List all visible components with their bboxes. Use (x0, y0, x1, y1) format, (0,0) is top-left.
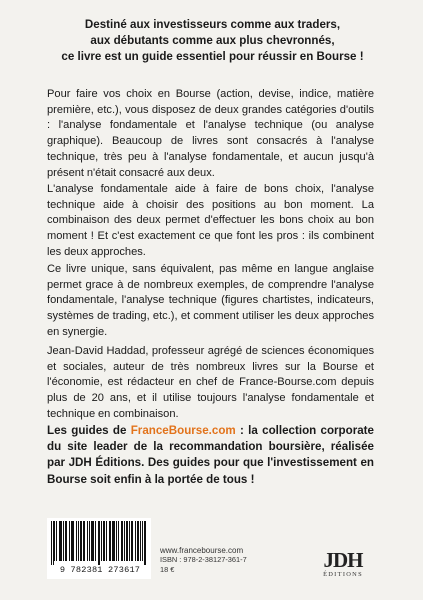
price: 18 € (160, 564, 175, 574)
publisher-info (160, 546, 247, 574)
barcode-digits: 9 782381 273617 (59, 565, 141, 575)
jdh-editions-logo (312, 549, 374, 593)
collection-blurb (47, 423, 374, 488)
paragraph-author-bio: Jean-David Haddad, professeur agrégé de sciences économiques et sociales, auteur de très nombreux livres sur la Bourse et l'économie, est rédacteur en chef de France-Bourse.com depuis plus de 20 ans, et il utilise toujours l'analyse fondamentale et technique en combinaison. (47, 345, 374, 420)
paragraph-unique-book: Ce livre unique, sans équivalent, pas même en langue anglaise permet grace à de nombreux exemples, de comprendre l'analyse fondamentale, l'analyse technique (figures chartistes, indicateurs, systèmes de trading, etc.), et comment utiliser les deux approches en synergie. (47, 263, 374, 338)
intro-line-3: ce livre est un guide essentiel pour réussir en Bourse ! (61, 50, 364, 63)
brand-name: FranceBourse.com (130, 424, 236, 437)
intro-line-1: Destiné aux investisseurs comme aux traders, (84, 18, 341, 31)
barcode-bars (51, 521, 147, 565)
isbn-number: ISBN : 978-2-38127-361-7 (160, 555, 247, 565)
paragraph-combination: L'analyse fondamentale aide à faire de bons choix, l'analyse technique aide à choisir des positions au bon moment. La combinaison des deux permet d'effectuer les bons choix au bon moment ! Et c'est exactement ce que font les pros : ils combinent les deux approches. (47, 183, 374, 258)
website-url: www.francebourse.com (160, 546, 244, 555)
intro-tagline (40, 17, 385, 65)
logo-subtitle: ÉDITIONS (323, 571, 363, 578)
logo-mark: JDH (323, 548, 363, 572)
intro-line-2: aux débutants comme aux plus chevronnés, (90, 34, 335, 47)
isbn-barcode (47, 518, 151, 579)
paragraph-tools: Pour faire vos choix en Bourse (action, devise, indice, matière première, etc.), vous disposez de deux grandes catégories d'outils : l'analyse fondamentale et l'analyse technique (ou analyse graphique). Beaucoup de livres sont consacrés à l'analyse technique, très peu à l'analyse fondamentale, et aucun jusqu'à présent n'était consacré aux deux. (47, 88, 374, 179)
collection-rest: : la collection corporate du site leader de la recommandation boursière, réalisée par JDH Éditions. Des guides pour que l'investissement en Bourse soit enfin à la portée de tous ! (47, 424, 374, 486)
collection-lead: Les guides de (47, 424, 131, 437)
